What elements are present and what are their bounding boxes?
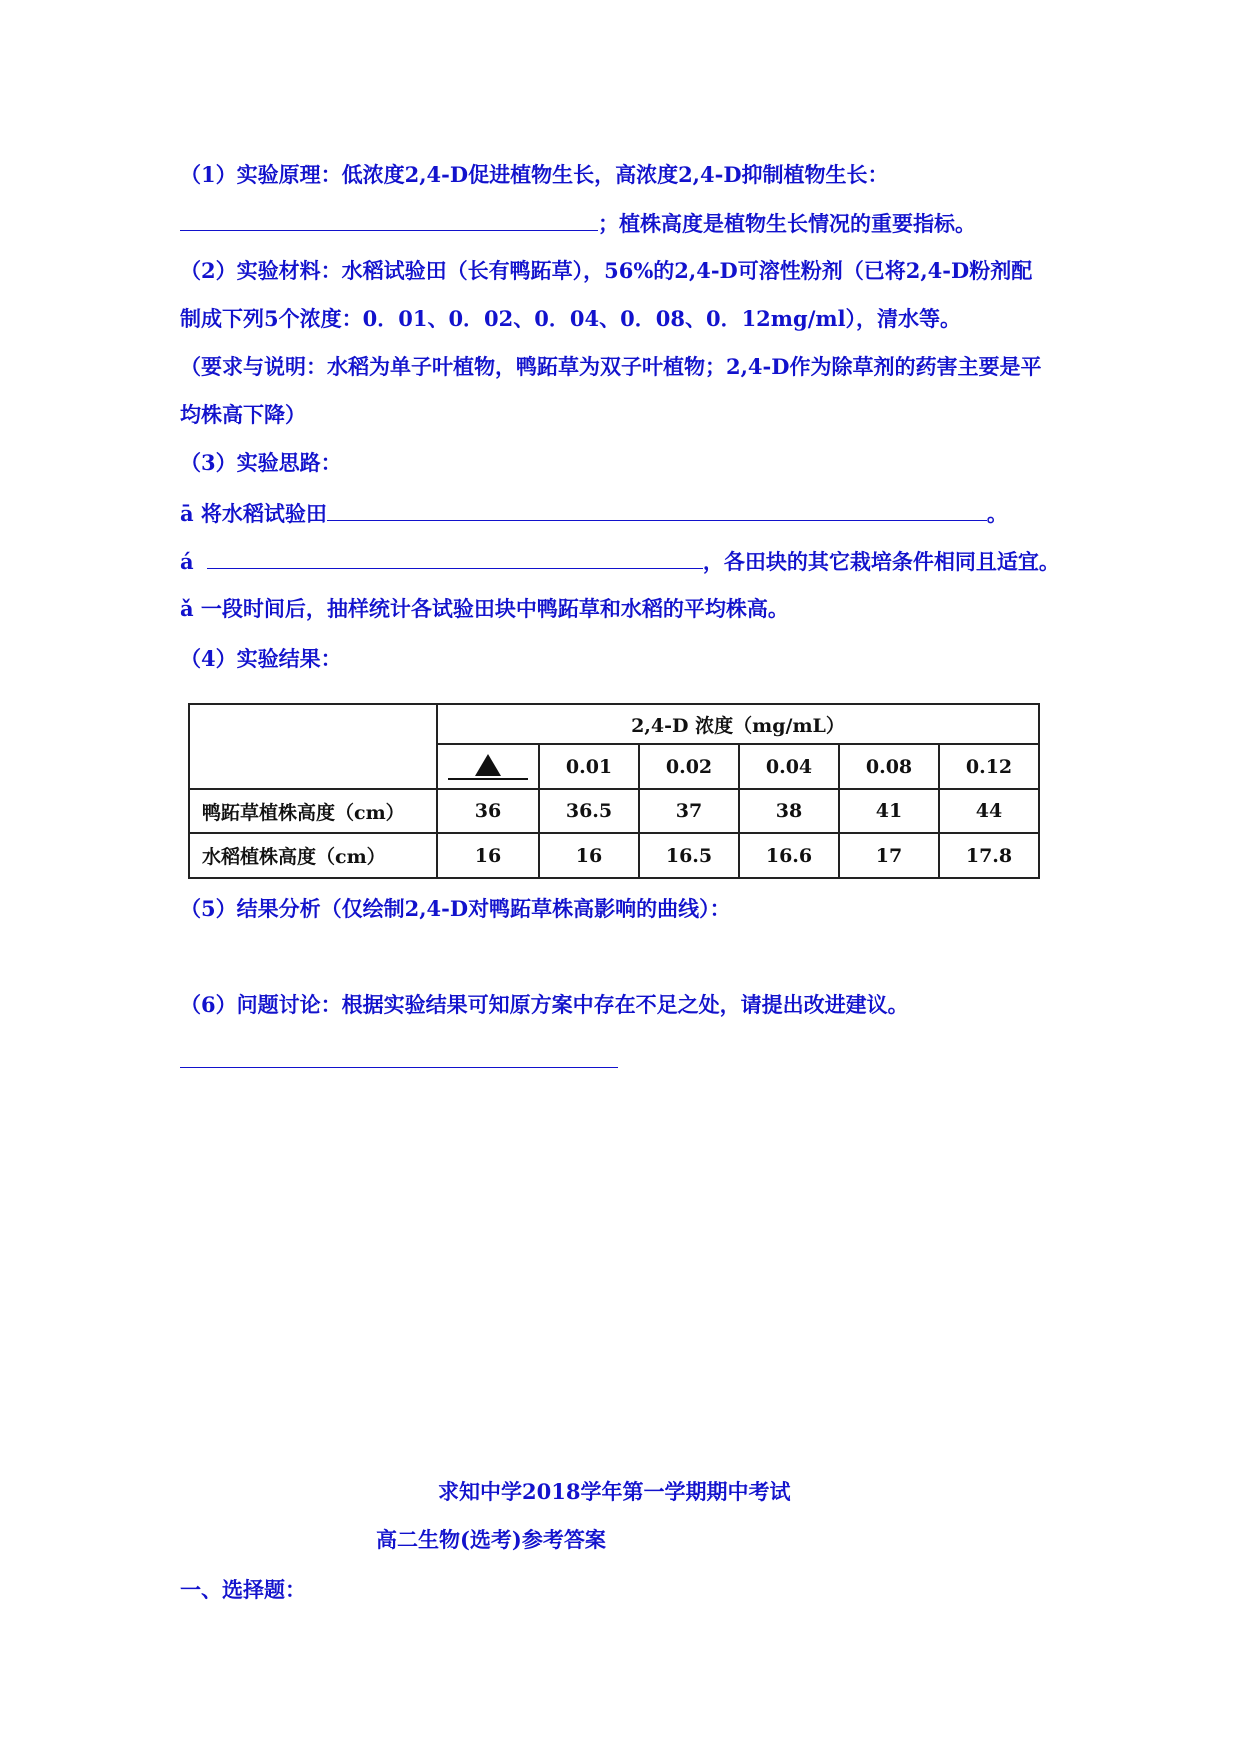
step1-prefix: ā 将水稻试验田 [180, 501, 327, 526]
step2-suffix: ，各田块的其它栽培条件相同且适宜。 [702, 549, 1060, 574]
table-cell: 16.6 [739, 833, 839, 878]
step2-prefix: á [180, 549, 194, 574]
concentration-cell: 0.04 [739, 744, 839, 789]
step1-answer-blank[interactable] [327, 498, 987, 521]
section3-step2 [180, 546, 1060, 577]
section1-blank-line [180, 208, 976, 239]
section5-heading: （5）结果分析（仅绘制2,4-D对鸭跖草株高影响的曲线）： [180, 896, 731, 921]
table-cell: 16 [437, 833, 539, 878]
section6-heading: （6）问题讨论：根据实验结果可知原方案中存在不足之处，请提出改进建议。 [180, 992, 909, 1017]
triangle-underline [448, 778, 528, 780]
table-row [189, 833, 1039, 878]
section4-heading: （4）实验结果： [180, 646, 342, 671]
results-table-wrapper [188, 703, 1040, 879]
table-cell: 37 [639, 789, 739, 834]
section3-step3: ǎ 一段时间后，抽样统计各试验田块中鸭跖草和水稻的平均株高。 [180, 596, 789, 621]
section2-materials-line2: 制成下列5个浓度：0．01、0．02、0．04、0．08、0．12mg/ml），清水等。 [180, 306, 962, 331]
row-label-weed-height: 鸭跖草植株高度（cm） [189, 789, 437, 834]
step2-answer-blank[interactable] [207, 546, 703, 569]
table-cell: 41 [839, 789, 939, 834]
table-cell: 17.8 [939, 833, 1039, 878]
section3-heading: （3）实验思路： [180, 450, 342, 475]
section3-step1 [180, 498, 1008, 529]
table-cell: 44 [939, 789, 1039, 834]
blank-concentration-cell[interactable] [437, 744, 539, 789]
results-table [188, 703, 1040, 879]
section1-principle: （1）实验原理：低浓度2,4-D促进植物生长，高浓度2,4-D抑制植物生长： [180, 162, 889, 187]
table-cell: 16.5 [639, 833, 739, 878]
table-cell: 36 [437, 789, 539, 834]
concentration-cell: 0.01 [539, 744, 639, 789]
table-row [189, 789, 1039, 834]
answer-key-subtitle: 高二生物(选考)参考答案 [376, 1527, 606, 1552]
concentration-group-header: 2,4-D 浓度（mg/mL） [437, 704, 1039, 744]
table-cell: 16 [539, 833, 639, 878]
step1-suffix: 。 [986, 501, 1008, 526]
section6-answer-blank[interactable] [180, 1066, 618, 1068]
table-cell: 17 [839, 833, 939, 878]
concentration-cell: 0.08 [839, 744, 939, 789]
section1-indicator-text: ；植株高度是植物生长情况的重要指标。 [598, 211, 976, 236]
part1-heading: 一、选择题： [180, 1577, 306, 1602]
table-corner-cell [189, 704, 437, 789]
concentration-cell: 0.12 [939, 744, 1039, 789]
row-label-rice-height: 水稻植株高度（cm） [189, 833, 437, 878]
concentration-cell: 0.02 [639, 744, 739, 789]
triangle-icon [475, 754, 501, 776]
section2-materials-line1: （2）实验材料：水稻试验田（长有鸭跖草），56%的2,4-D可溶性粉剂（已将2,4-D粉剂配 [180, 258, 1033, 283]
section2-note-line2: 均株高下降） [180, 402, 306, 427]
table-cell: 36.5 [539, 789, 639, 834]
section2-note-line1: （要求与说明：水稻为单子叶植物，鸭跖草为双子叶植物；2,4-D作为除草剂的药害主要是平 [180, 354, 1042, 379]
table-cell: 38 [739, 789, 839, 834]
answer-blank[interactable] [180, 208, 598, 231]
answer-key-title: 求知中学2018学年第一学期期中考试 [438, 1479, 791, 1504]
